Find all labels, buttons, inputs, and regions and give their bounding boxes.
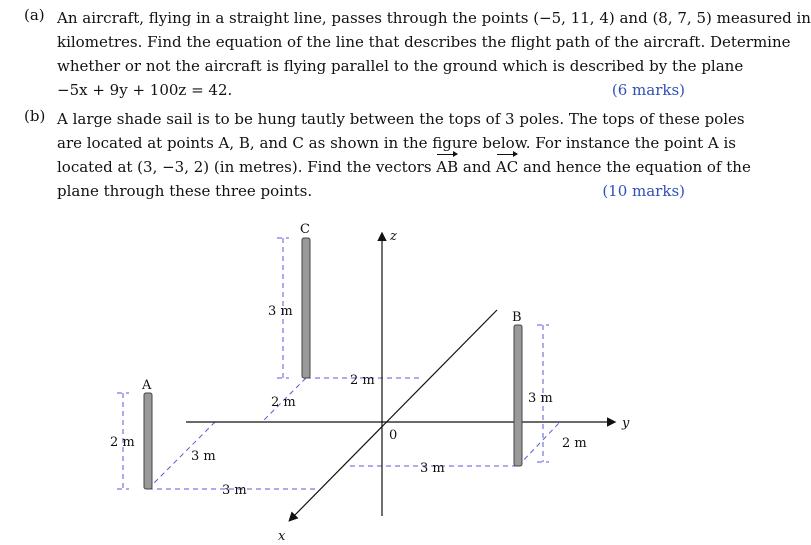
dim-c-right: 2 m <box>350 373 375 388</box>
vector-ab: AB <box>436 155 458 179</box>
x-axis <box>290 310 497 520</box>
question-a-line-1: An aircraft, flying in a straight line, passes through the points (−5, 11, 4) and (8, 7, 5) measured in <box>57 9 811 27</box>
pole-a-label: A <box>142 378 152 393</box>
pole-a <box>144 393 152 489</box>
pole-c-label: C <box>300 222 310 237</box>
dim-b-front: 2 m <box>562 436 587 451</box>
dim-a-diag: 3 m <box>191 449 216 464</box>
plane-equation: −5x + 9y + 100z = 42. <box>57 81 233 99</box>
dim-a-bottom: 3 m <box>222 483 247 498</box>
y-axis-label: y <box>622 416 630 431</box>
question-b-line-3: located at (3, −3, 2) (in metres). Find the vectors AB and AC and hence the equation of the <box>57 155 685 179</box>
dim-b-left: 3 m <box>420 461 445 476</box>
pole-b <box>514 325 522 466</box>
origin-label: 0 <box>389 428 398 443</box>
question-a-marks: (6 marks) <box>611 81 685 99</box>
x-axis-label: x <box>278 529 286 544</box>
dim-b-height: 3 m <box>528 391 553 406</box>
z-axis-label: z <box>390 229 397 244</box>
question-a-label: (a) <box>24 6 45 24</box>
question-b-line-2: are located at points A, B, and C as shown in the figure below. For instance the point A is <box>57 134 736 152</box>
question-a-line-2: kilometres. Find the equation of the line that describes the flight path of the aircraft. Determine <box>57 33 791 51</box>
question-b-label: (b) <box>24 107 46 125</box>
dim-c-front: 2 m <box>271 395 296 410</box>
vector-ac: AC <box>496 155 518 179</box>
axes <box>186 234 614 520</box>
dashed-guides <box>117 238 560 489</box>
question-b-line-1: A large shade sail is to be hung tautly between the tops of 3 poles. The tops of these poles <box>57 110 745 128</box>
pole-c <box>302 238 310 378</box>
pole-b-label: B <box>512 310 522 325</box>
question-a-line-3: whether or not the aircraft is flying parallel to the ground which is described by the plane <box>57 57 744 75</box>
question-b-marks: (10 marks) <box>602 182 685 200</box>
dim-c-height: 3 m <box>268 304 293 319</box>
question-b-line-4: plane through these three points. (10 marks) <box>57 179 685 203</box>
dim-a-height: 2 m <box>110 435 135 450</box>
